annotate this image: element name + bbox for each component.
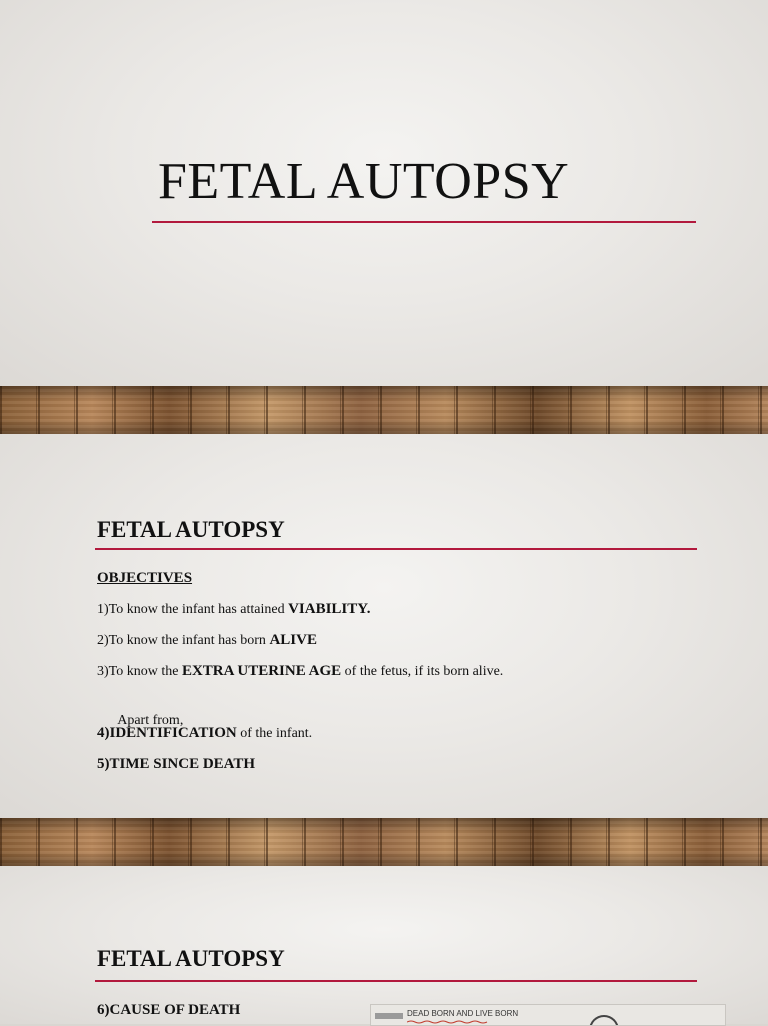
red-underline-squiggle <box>407 1020 489 1024</box>
apart-from-text: Apart from, <box>111 713 184 728</box>
image-label-band <box>375 1013 403 1019</box>
diagram-arc <box>589 1015 619 1026</box>
heading-underline-3 <box>95 980 697 982</box>
slide-heading-3: FETAL AUTOPSY <box>97 946 285 971</box>
slide-image-thumbnail <box>370 1004 726 1026</box>
objectives-label: OBJECTIVES <box>97 570 193 586</box>
title-underline <box>152 221 696 223</box>
item-cause-of-death: 6)CAUSE OF DEATH <box>97 1002 241 1018</box>
objectives-slide <box>0 434 768 818</box>
image-caption: DEAD BORN AND LIVE BORN <box>407 1009 519 1018</box>
objective-alive: 2)To know the infant has born ALIVE <box>97 632 317 648</box>
cause-of-death-slide <box>0 866 768 1024</box>
objective-extra-uterine-age: 3)To know the EXTRA UTERINE AGE of the fetus, if its born alive. <box>97 663 504 679</box>
title-slide <box>0 0 768 386</box>
wood-floor-divider-2 <box>0 818 768 866</box>
heading-underline <box>95 548 697 550</box>
wood-floor-divider <box>0 386 768 434</box>
objective-identification: 4)IDENTIFICATION of the infant. <box>97 725 313 741</box>
objective-viability: 1)To know the infant has attained VIABILITY. <box>97 601 371 617</box>
objective-time-since-death: 5)TIME SINCE DEATH <box>97 756 256 772</box>
slide-heading: FETAL AUTOPSY <box>97 517 285 542</box>
slide-title: FETAL AUTOPSY <box>158 153 570 210</box>
